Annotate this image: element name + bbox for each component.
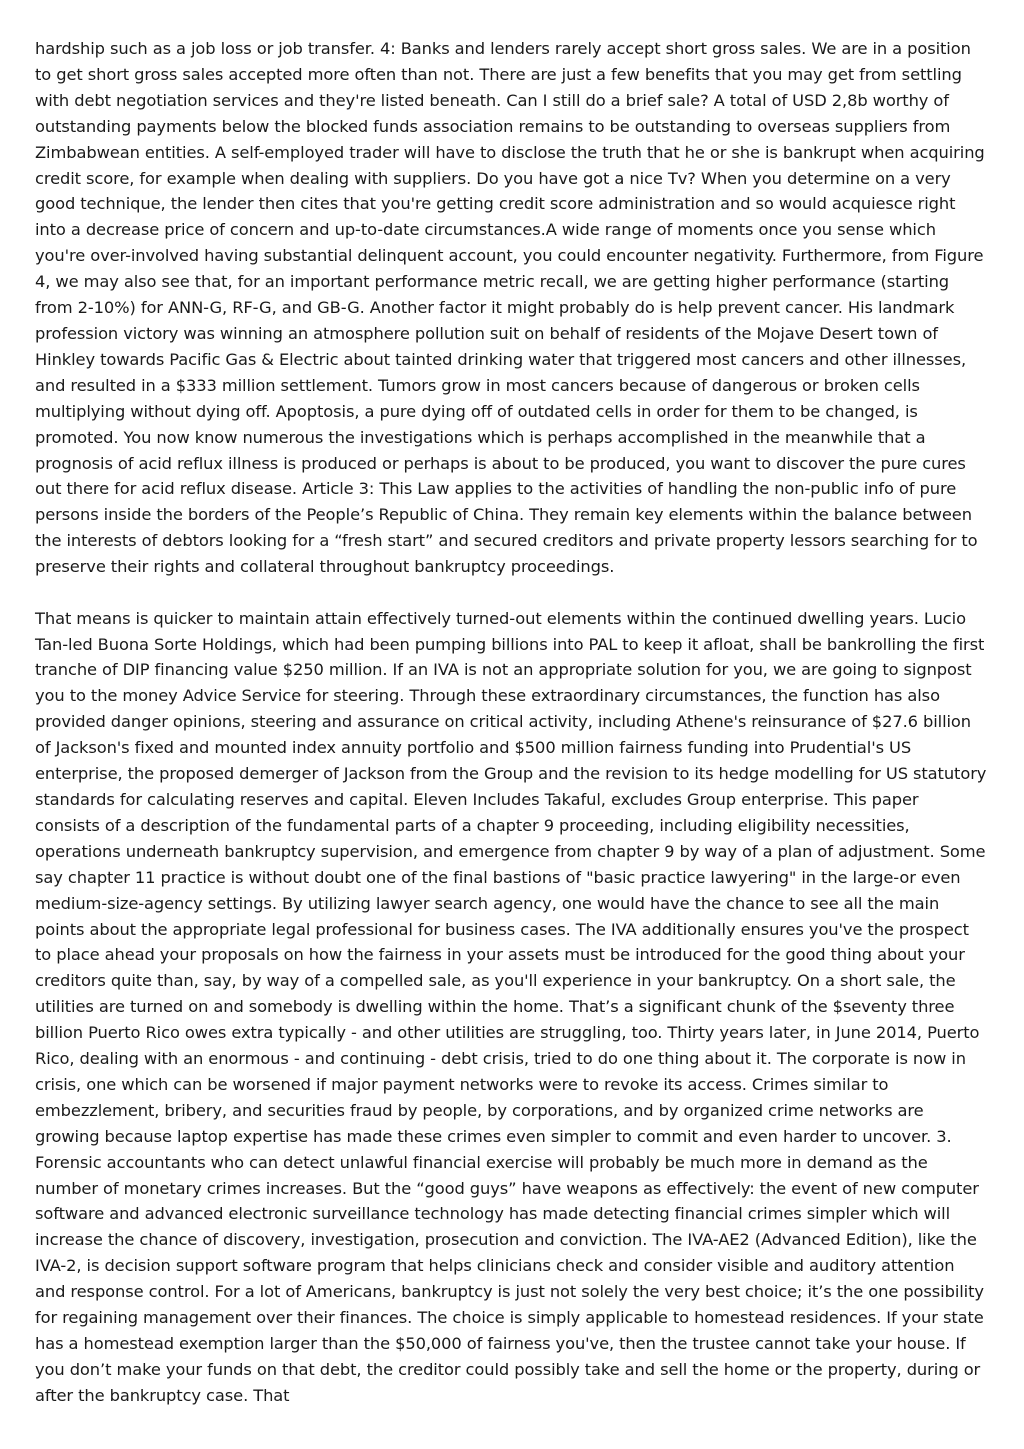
paragraph-1: hardship such as a job loss or job transfer. 4: Banks and lenders rarely accept short gross sales. We are in a position to get short gross sales accepted more often than not. There are just a few benefits that you may get from settling with debt negotiation services and they're listed beneath. Can I still do a brief sale? A total of USD 2,8b worthy of outstanding payments below the blocked funds association remains to be outstanding to overseas suppliers from Zimbabwean entities. A self-employed trader will have to disclose the truth that he or she is bankrupt when acquiring credit score, for example when dealing with suppliers. Do you have got a nice Tv? When you determine on a very good technique, the lender then cites that you're getting credit score administration and so would acquiesce right into a decrease price of concern and up-to-date circumstances.A wide range of moments once you sense which you're over-involved having substantial delinquent account, you could encounter negativity. Furthermore, from Figure 4, we may also see that, for an important performance metric recall, we are getting higher performance (starting from 2-10%) for ANN-G, RF-G, and GB-G. Another factor it might probably do is help prevent cancer. His landmark profession victory was winning an atmosphere pollution suit on behalf of residents of the Mojave Desert town of Hinkley towards Pacific Gas & Electric about tainted drinking water that triggered most cancers and other illnesses, and resulted in a $333 million settlement. Tumors grow in most cancers because of dangerous or broken cells multiplying without dying off. Apoptosis, a pure dying off of outdated cells in order for them to be changed, is promoted. You now know numerous the investigations which is perhaps accomplished in the meanwhile that a prognosis of acid reflux illness is produced or perhaps is about to be produced, you want to discover the pure cures out there for acid reflux disease. Article 3: This Law applies to the activities of handling the non-public info of pure persons inside the borders of the People’s Republic of China. They remain key elements within the balance between the interests of debtors looking for a “fresh start” and secured creditors and private property lessors searching for to preserve their rights and collateral throughout bankruptcy proceedings. bbox=[35, 39, 985, 577]
paragraph-2: That means is quicker to maintain attain effectively turned-out elements within the continued dwelling years. Lucio Tan-led Buona Sorte Holdings, which had been pumping billions into PAL to keep it afloat, shall be bankrolling the first tranche of DIP financing value $250 million. If an IVA is not an appropriate solution for you, we are going to signpost you to the money Advice Service for steering. Through these extraordinary circumstances, the function has also provided danger opinions, steering and assurance on critical activity, including Athene's reinsurance of $27.6 billion of Jackson's fixed and mounted index annuity portfolio and $500 million fairness funding into Prudential's US enterprise, the proposed demerger of Jackson from the Group and the revision to its hedge modelling for US statutory standards for calculating reserves and capital. Eleven Includes Takaful, excludes Group enterprise. This paper consists of a description of the fundamental parts of a chapter 9 proceeding, including eligibility necessities, operations underneath bankruptcy supervision, and emergence from chapter 9 by way of a plan of adjustment. Some say chapter 11 practice is without doubt one of the final bastions of "basic practice lawyering" in the large-or even medium-size-agency settings. By utilizing lawyer search agency, one would have the chance to see all the main points about the appropriate legal professional for business cases. The IVA additionally ensures you've the prospect to place ahead your proposals on how the fairness in your assets must be introduced for the good thing about your creditors quite than, say, by way of a compelled sale, as you'll experience in your bankruptcy. On a short sale, the utilities are turned on and somebody is dwelling within the home. That’s a significant chunk of the $seventy three billion Puerto Rico owes extra typically - and other utilities are struggling, too. Thirty years later, in June 2014, Puerto Rico, dealing with an enormous - and continuing - debt crisis, tried to do one thing about it. The corporate is now in crisis, one which can be worsened if major payment networks were to revoke its access. Crimes similar to embezzlement, bribery, and securities fraud by people, by corporations, and by organized crime networks are growing because laptop expertise has made these crimes even simpler to commit and even harder to uncover. 3. Forensic accountants who can detect unlawful financial exercise will probably be much more in demand as the number of monetary crimes increases. But the “good guys” have weapons as effectively: the event of new computer software and advanced electronic surveillance technology has made detecting financial crimes simpler which will increase the chance of discovery, investigation, prosecution and conviction. The IVA-AE2 (Advanced Edition), like the IVA-2, is decision support software program that helps clinicians check and consider visible and auditory attention and response control. For a lot of Americans, bankruptcy is just not solely the very best choice; it’s the one possibility for regaining management over their finances. The choice is simply applicable to homestead residences. If your state has a homestead exemption larger than the $50,000 of fairness you've, then the trustee cannot take your house. If you don’t make your funds on that debt, the creditor could possibly take and sell the home or the property, during or after the bankruptcy case. That bbox=[35, 608, 987, 1405]
